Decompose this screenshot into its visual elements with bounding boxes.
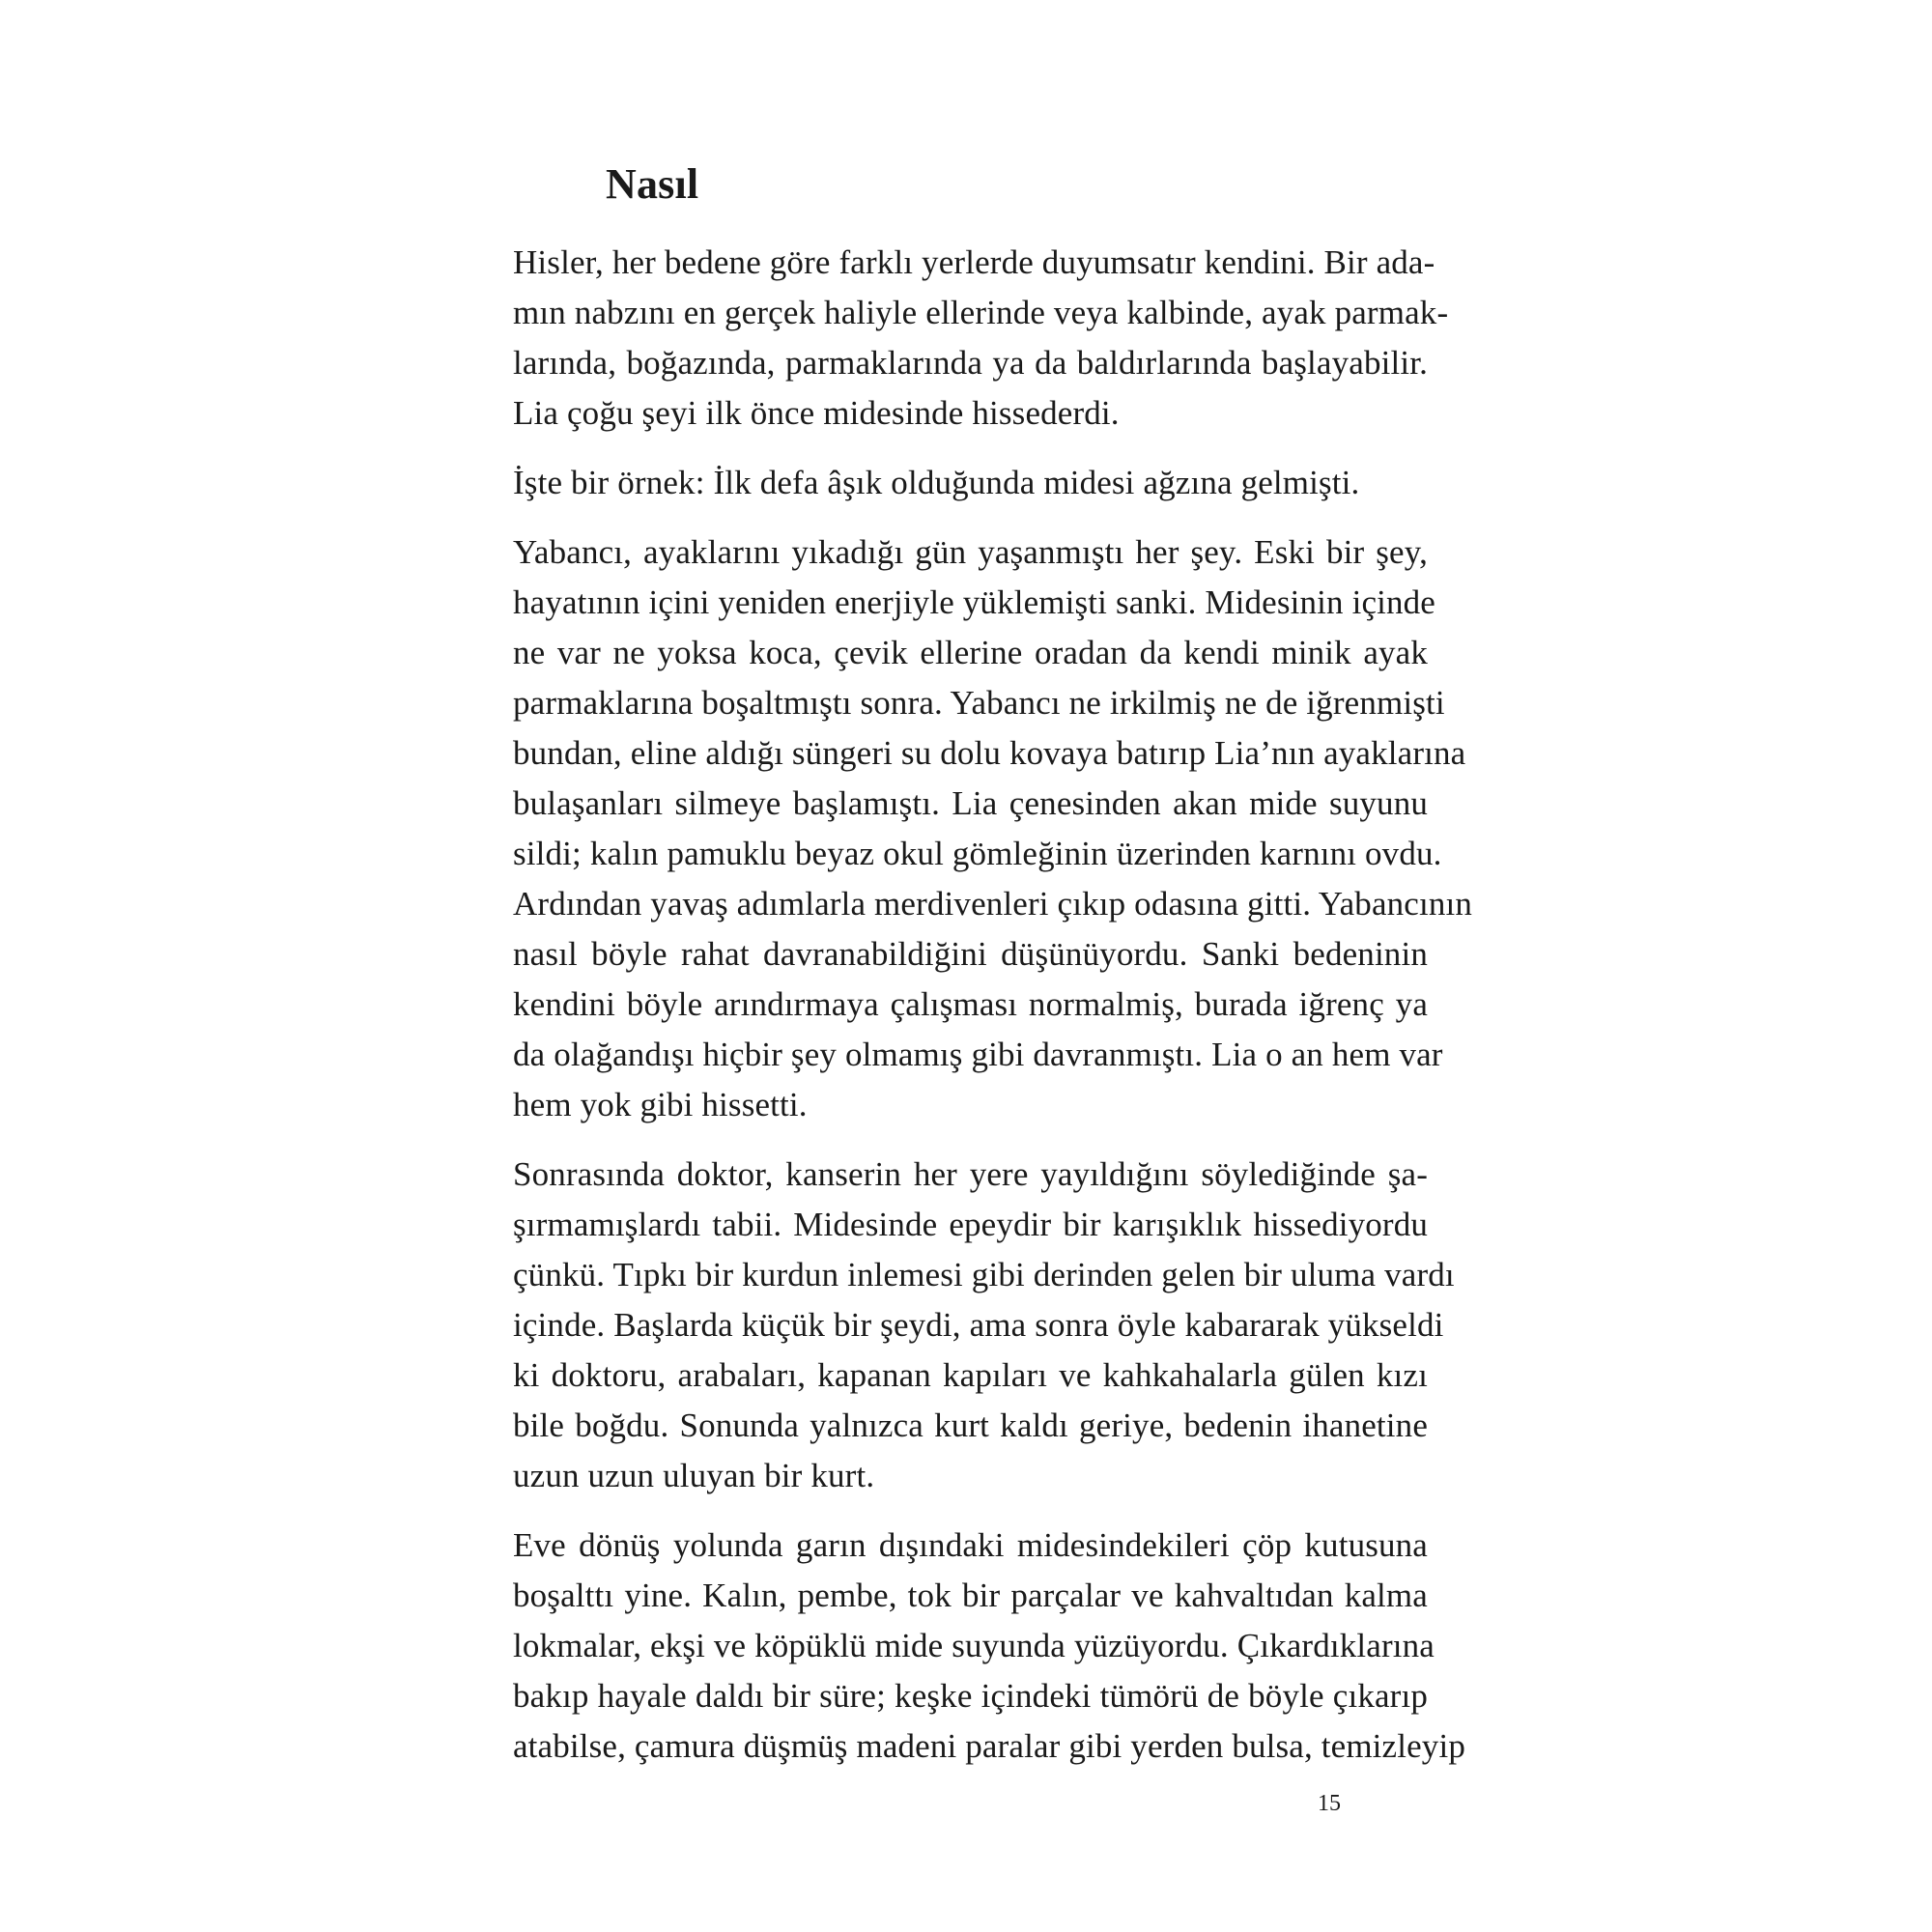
text-line: hem yok gibi hissetti.: [513, 1086, 808, 1123]
text-line: bakıp hayale daldı bir süre; keşke içindeki tümörü de böyle çıkarıp: [513, 1677, 1428, 1715]
text-line: mın nabzını en gerçek haliyle ellerinde veya kalbinde, ayak parmak-: [513, 294, 1449, 331]
text-line: da olağandışı hiçbir şey olmamış gibi davranmıştı. Lia o an hem var: [513, 1036, 1443, 1073]
text-line: uzun uzun uluyan bir kurt.: [513, 1457, 875, 1494]
page-number: 15: [1318, 1791, 1341, 1816]
text-line: parmaklarına boşaltmıştı sonra. Yabancı ne irkilmiş ne de iğrenmişti: [513, 684, 1445, 722]
body-text: [513, 238, 1473, 1791]
text-line: hayatının içini yeniden enerjiyle yüklemişti sanki. Midesinin içinde: [513, 583, 1435, 621]
text-line: bile boğdu. Sonunda yalnızca kurt kaldı geriye, bedenin ihanetine: [513, 1406, 1428, 1444]
text-line: içinde. Başlarda küçük bir şeydi, ama sonra öyle kabararak yükseldi: [513, 1306, 1444, 1344]
text-line: nasıl böyle rahat davranabildiğini düşünüyordu. Sanki bedeninin: [513, 935, 1428, 973]
text-line: Ardından yavaş adımlarla merdivenleri çıkıp odasına gitti. Yabancının: [513, 885, 1473, 923]
text-line: boşalttı yine. Kalın, pembe, tok bir parçalar ve kahvaltıdan kalma: [513, 1577, 1428, 1614]
text-line: ne var ne yoksa koca, çevik ellerine oradan da kendi minik ayak: [513, 634, 1428, 671]
text-line: Yabancı, ayaklarını yıkadığı gün yaşanmıştı her şey. Eski bir şey,: [513, 533, 1428, 571]
text-line: şırmamışlardı tabii. Midesinde epeydir bir karışıklık hissediyordu: [513, 1206, 1428, 1243]
text-line: Sonrasında doktor, kanserin her yere yayıldığını söylediğinde şa-: [513, 1155, 1428, 1193]
text-line: kendini böyle arındırmaya çalışması normalmiş, burada iğrenç ya: [513, 985, 1428, 1023]
chapter-title: Nasıl: [606, 160, 699, 208]
text-line: bundan, eline aldığı süngeri su dolu kovaya batırıp Lia’nın ayaklarına: [513, 734, 1466, 772]
text-line: çünkü. Tıpkı bir kurdun inlemesi gibi derinden gelen bir uluma vardı: [513, 1256, 1455, 1293]
paragraph-1: [513, 238, 1449, 439]
text-line: ki doktoru, arabaları, kapanan kapıları ve kahkahalarla gülen kızı: [513, 1356, 1428, 1394]
paragraph-4: [513, 1150, 1455, 1501]
text-line: İşte bir örnek: İlk defa âşık olduğunda midesi ağzına gelmişti.: [513, 464, 1360, 501]
text-line: Eve dönüş yolunda garın dışındaki midesindekileri çöp kutusuna: [513, 1526, 1428, 1564]
text-line: Lia çoğu şeyi ilk önce midesinde hissederdi.: [513, 394, 1120, 432]
text-line: larında, boğazında, parmaklarında ya da baldırlarında başlayabilir.: [513, 344, 1428, 382]
text-line: bulaşanları silmeye başlamıştı. Lia çenesinden akan mide suyunu: [513, 784, 1428, 822]
text-line: Hisler, her bedene göre farklı yerlerde duyumsatır kendini. Bir ada-: [513, 243, 1435, 281]
text-line: atabilse, çamura düşmüş madeni paralar gibi yerden bulsa, temizleyip: [513, 1727, 1465, 1765]
paragraph-5: [513, 1520, 1465, 1772]
paragraph-3: [513, 527, 1473, 1130]
text-line: sildi; kalın pamuklu beyaz okul gömleğinin üzerinden karnını ovdu.: [513, 835, 1442, 872]
text-line: lokmalar, ekşi ve köpüklü mide suyunda yüzüyordu. Çıkardıklarına: [513, 1627, 1435, 1664]
paragraph-2: [513, 458, 1428, 508]
